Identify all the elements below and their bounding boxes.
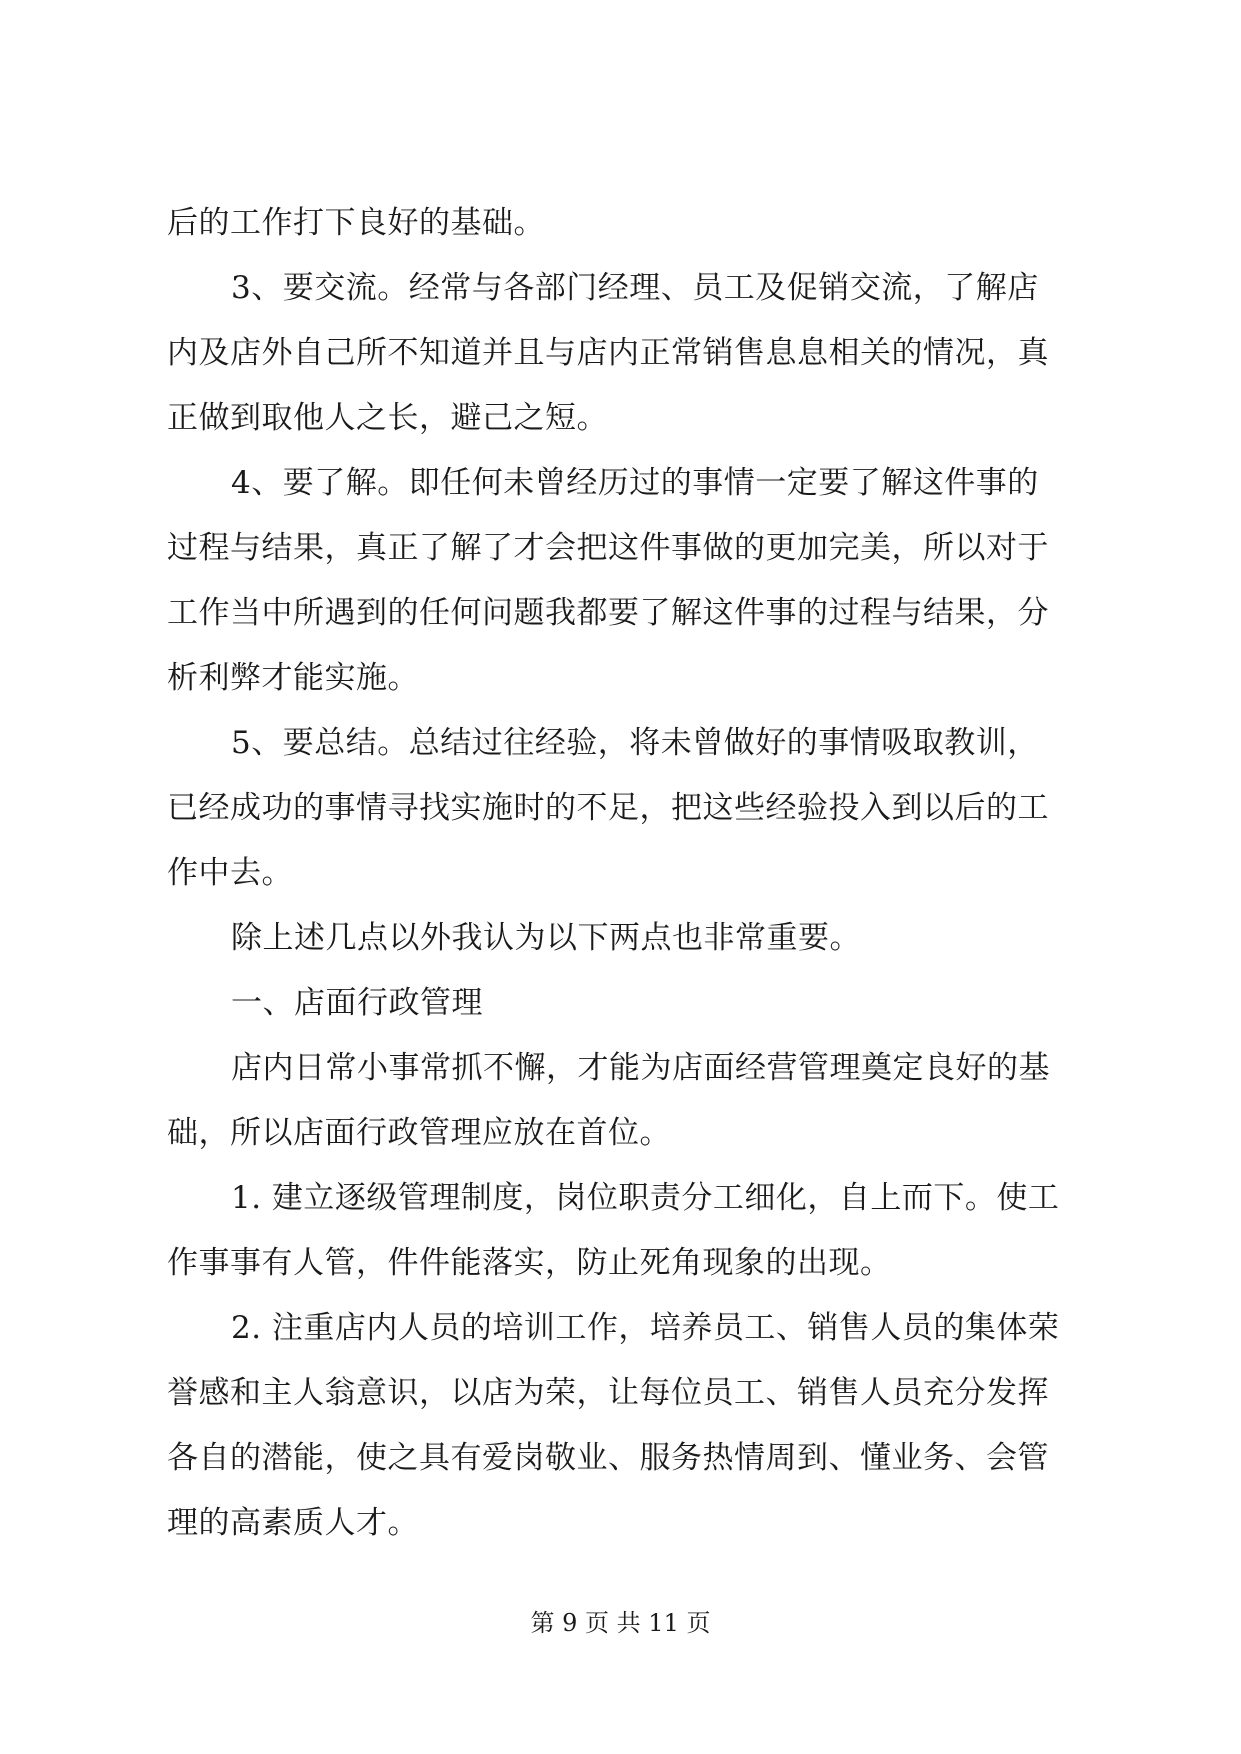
body-line: 作事事有人管，件件能落实，防止死角现象的出现。 — [167, 1245, 892, 1281]
body-line: 2. 注重店内人员的培训工作，培养员工、销售人员的集体荣 — [231, 1310, 1060, 1346]
body-line: 础，所以店面行政管理应放在首位。 — [167, 1115, 671, 1151]
body-line: 3、要交流。经常与各部门经理、员工及促销交流，了解店 — [231, 270, 1039, 306]
body-line: 4、要了解。即任何未曾经历过的事情一定要了解这件事的 — [231, 465, 1039, 501]
body-line: 5、要总结。总结过往经验，将未曾做好的事情吸取教训， — [231, 725, 1039, 761]
body-line: 理的高素质人才。 — [167, 1505, 419, 1541]
body-line: 作中去。 — [167, 855, 293, 891]
body-line: 誉感和主人翁意识，以店为荣，让每位员工、销售人员充分发挥 — [167, 1375, 1049, 1411]
body-line: 各自的潜能，使之具有爱岗敬业、服务热情周到、懂业务、会管 — [167, 1440, 1049, 1476]
body-line: 后的工作打下良好的基础。 — [167, 205, 545, 241]
page-number-footer: 第 9 页 共 11 页 — [530, 1609, 711, 1637]
body-line: 内及店外自己所不知道并且与店内正常销售息息相关的情况，真 — [167, 335, 1049, 371]
section-heading: 一、店面行政管理 — [231, 985, 483, 1021]
body-line: 店内日常小事常抓不懈，才能为店面经营管理奠定良好的基 — [231, 1050, 1050, 1086]
body-line: 工作当中所遇到的任何问题我都要了解这件事的过程与结果，分 — [167, 595, 1049, 631]
body-line: 过程与结果，真正了解了才会把这件事做的更加完美，所以对于 — [167, 530, 1049, 566]
body-line: 除上述几点以外我认为以下两点也非常重要。 — [231, 920, 861, 956]
body-line: 已经成功的事情寻找实施时的不足，把这些经验投入到以后的工 — [167, 790, 1049, 826]
body-line: 1. 建立逐级管理制度，岗位职责分工细化，自上而下。使工 — [231, 1180, 1060, 1216]
body-line: 正做到取他人之长，避己之短。 — [167, 400, 608, 436]
body-line: 析利弊才能实施。 — [167, 660, 419, 696]
